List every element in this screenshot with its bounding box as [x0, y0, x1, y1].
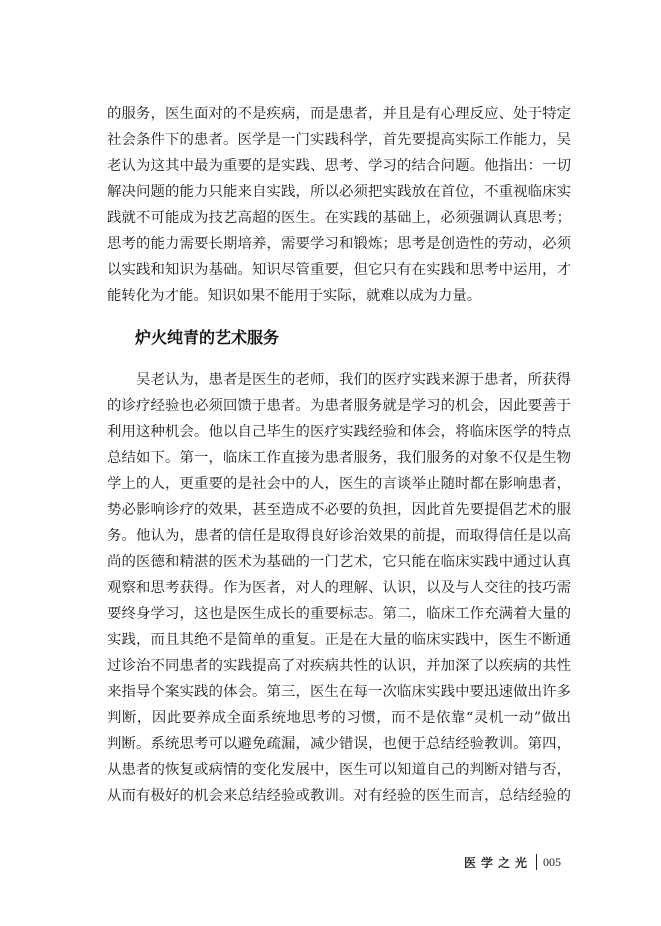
text-line: 尚的医德和精湛的医术为基础的一门艺术，它只能在临床实践中通过认真: [107, 554, 571, 570]
page-footer: [464, 852, 561, 872]
text-line: 的诊疗经验也必须回馈于患者。为患者服务就是学习的机会，因此要善于: [107, 398, 571, 414]
text-line: 能转化为才能。知识如果不能用于实际，就难以成为力量。: [107, 288, 482, 304]
text-line: 的服务，医生面对的不是疾病，而是患者，并且是有心理反应、处于特定: [107, 106, 571, 122]
text-line: 判断。系统思考可以避免疏漏，减少错误，也便于总结经验教训。第四，: [107, 736, 571, 752]
text-line: 从患者的恢复或病情的变化发展中，医生可以知道自己的判断对错与否，: [107, 762, 571, 778]
text-line: 学上的人，更重要的是社会中的人，医生的言谈举止随时都在影响患者，: [107, 476, 571, 492]
text-line: 总结如下。第一，临床工作直接为患者服务，我们服务的对象不仅是生物: [107, 450, 571, 466]
text-line: 以实践和知识为基础。知识尽管重要，但它只有在实践和思考中运用，才: [107, 262, 571, 278]
section-heading: 炉火纯青的艺术服务: [135, 328, 280, 347]
text-line: 从而有极好的机会来总结经验或教训。对有经验的医生而言，总结经验的: [107, 788, 571, 804]
text-line: 老认为这其中最为重要的是实践、思考、学习的结合问题。他指出：一切: [107, 158, 571, 174]
text-line: 利用这种机会。他以自己毕生的医疗实践经验和体会，将临床医学的特点: [107, 424, 571, 440]
text-line: 践就不可能成为技艺高超的医生。在实践的基础上，必须强调认真思考；: [107, 210, 571, 226]
text-line: 思考的能力需要长期培养，需要学习和锻炼；思考是创造性的劳动，必须: [107, 236, 571, 252]
text-line: 解决问题的能力只能来自实践，所以必须把实践放在首位，不重视临床实: [107, 184, 571, 200]
text-line: 判断，因此要养成全面系统地思考的习惯，而不是依靠“灵机一动”做出: [107, 710, 571, 726]
text-line: 势必影响诊疗的效果，甚至造成不必要的负担，因此首先要提倡艺术的服: [107, 502, 571, 518]
book-title: 医学之光: [463, 855, 532, 870]
text-line: 来指导个案实践的体会。第三，医生在每一次临床实践中要迅速做出许多: [107, 684, 571, 700]
text-line: 要终身学习，这也是医生成长的重要标志。第二，临床工作充满着大量的: [107, 606, 571, 622]
text-line: 社会条件下的患者。医学是一门实践科学，首先要提高实际工作能力，吴: [107, 132, 571, 148]
text-line: 实践，而且其绝不是简单的重复。正是在大量的临床实践中，医生不断通: [107, 632, 571, 648]
text-line: 观察和思考获得。作为医者，对人的理解、认识，以及与人交往的技巧需: [107, 580, 571, 596]
footer-divider: [536, 854, 537, 870]
text-line: 务。他认为，患者的信任是取得良好诊治效果的前提，而取得信任是以高: [107, 528, 571, 544]
page-number: 005: [543, 854, 561, 869]
text-line: 过诊治不同患者的实践提高了对疾病共性的认识，并加深了以疾病的共性: [107, 658, 571, 674]
text-line: 吴老认为，患者是医生的老师，我们的医疗实践来源于患者，所获得: [136, 372, 571, 388]
